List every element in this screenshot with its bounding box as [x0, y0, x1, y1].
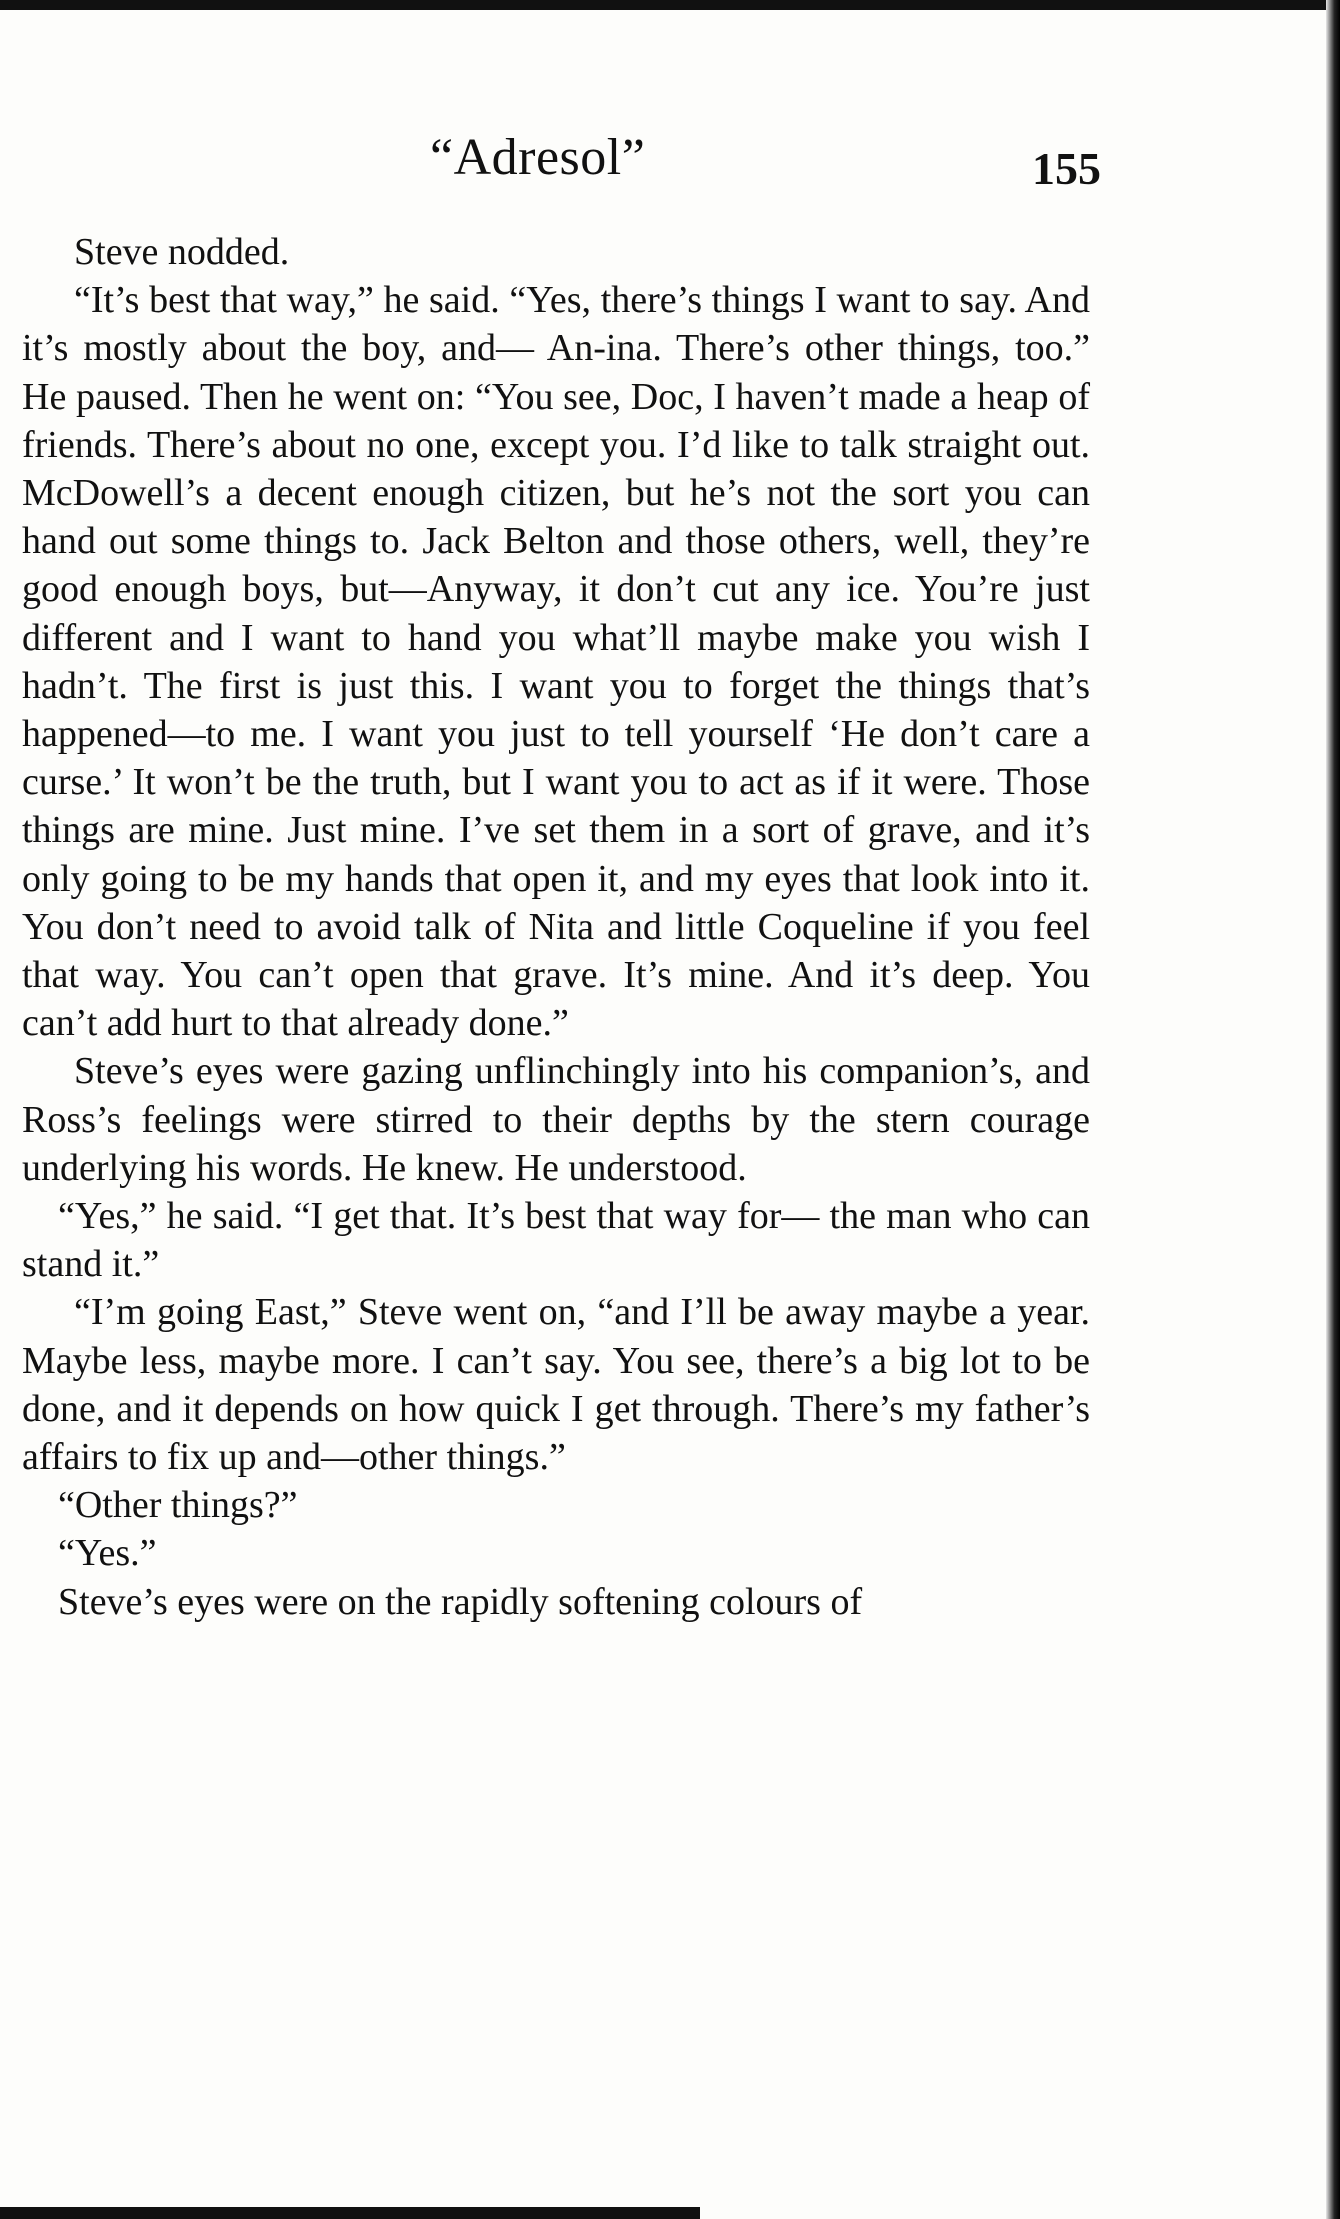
- paragraph: Steve’s eyes were gazing unflinchingly into his companion’s, and Ross’s feelings were stirred to their depths by the stern courage underlying his words. He knew. He understood.: [22, 1050, 1090, 1189]
- paragraph: Steve nodded.: [74, 231, 290, 273]
- paragraph: “I’m going East,” Steve went on, “and I’ll be away maybe a year. Maybe less, maybe more. I can’t say. You see, there’s a big lot to be done, and it depends on how quick I get through. There’s my father’s affairs to fix up and—other things.”: [22, 1291, 1090, 1479]
- scan-bottom-edge: [0, 2207, 700, 2219]
- paragraph: Steve’s eyes were on the rapidly softening colours of: [58, 1580, 863, 1623]
- running-head: [0, 128, 1340, 198]
- page-number: 155: [1032, 143, 1101, 194]
- paragraph: “Yes,” he said. “I get that. It’s best that way for— the man who can stand it.”: [22, 1195, 1090, 1286]
- paragraph: “Other things?”: [58, 1484, 298, 1527]
- scan-right-edge: [1326, 0, 1340, 2219]
- paragraph: “It’s best that way,” he said. “Yes, there’s things I want to say. And it’s mostly about the boy, and— An-ina. There’s other things, too.” He paused. Then he went on: “You see, Doc, I haven’t made a heap of friends. There’s about no one, except you. I’d like to talk straight out. McDowell’s a decent enough citizen, but he’s not the sort you can hand out some things to. Jack Belton and those others, well, they’re good enough boys, but—Anyway, it don’t cut any ice. You’re just different and I want to hand you what’ll maybe make you wish I hadn’t. The first is just this. I want you to forget the things that’s happened—to me. I want you just to tell yourself ‘He don’t care a curse.’ It won’t be the truth, but I want you to act as if it were. Those things are mine. Just mine. I’ve set them in a sort of grave, and it’s only going to be my hands that open it, and my eyes that look into it. You don’t need to avoid talk of Nita and little Coqueline if you feel that way. You can’t open that grave. It’s mine. And it’s deep. You can’t add hurt to that already done.”: [22, 279, 1090, 1045]
- running-title: “Adresol”: [430, 129, 646, 186]
- body-text: [22, 228, 1090, 1626]
- paragraph: “Yes.”: [58, 1532, 157, 1575]
- scan-top-edge: [0, 0, 1340, 10]
